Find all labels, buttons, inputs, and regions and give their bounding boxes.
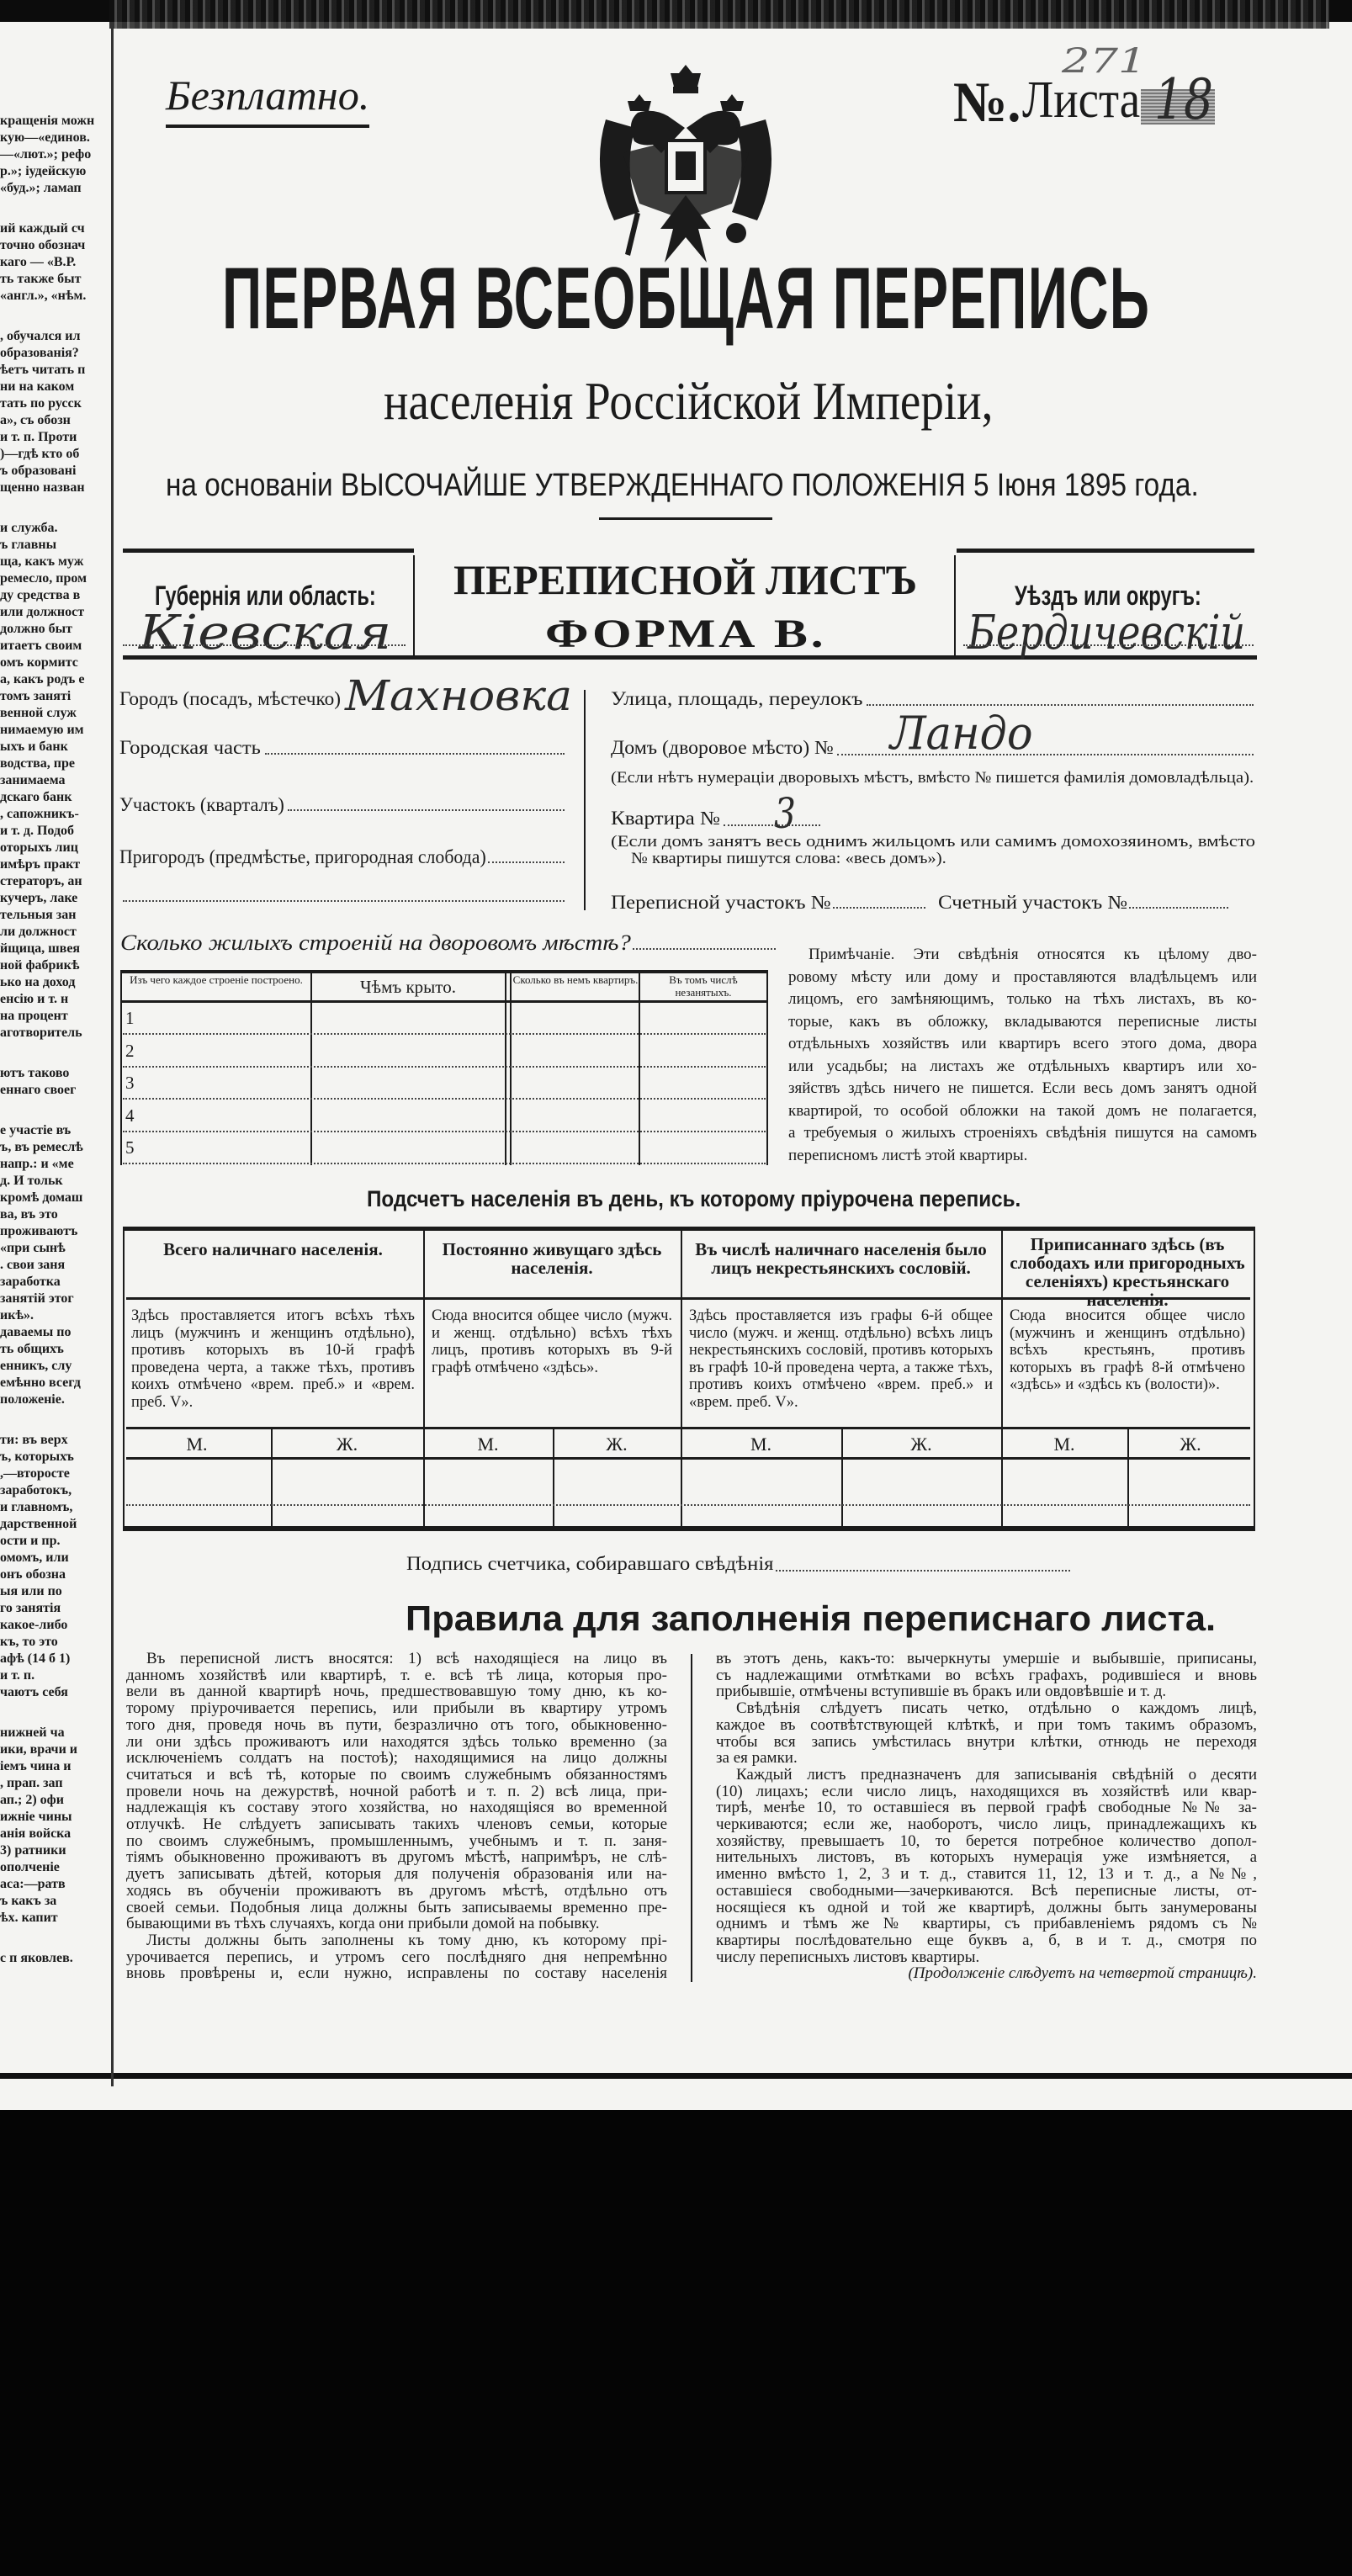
building-row-line [123, 1131, 766, 1132]
adjacent-page-line: дскаго банк [0, 790, 72, 804]
female-label: Ж. [606, 1434, 628, 1455]
apartment-note [631, 850, 946, 868]
page-title-text: ПЕРВАЯ ВСЕОБЩАЯ ПЕРЕПИСЬ [222, 250, 1151, 347]
adjacent-page-line: итаетъ своим [0, 639, 82, 653]
building-row-number: 2 [125, 1040, 135, 1061]
buildings-question-text: Сколько жилыхъ строеній на дворовомъ мѣстѣ? [120, 930, 631, 955]
apartment-note-text: № квартиры пишутся слова: «весь домъ»). [631, 850, 946, 867]
province-value-text: Кіевская [139, 606, 392, 660]
district-value-text: Бердичевскій [968, 606, 1246, 660]
apartment-note-text: (Если домъ занятъ весь однимъ жильцомъ или самимъ домохозяиномъ, вмѣсто [611, 833, 1256, 851]
rules-line: каждое въ соотвѣтствующей клѣткѣ, и при томъ такимъ образомъ, [716, 1716, 1257, 1734]
adjacent-page-line: нимаемую им [0, 723, 84, 737]
house-note-text: (Если нѣтъ нумераціи дворовыхъ мѣстъ, вмѣсто № пишется фамилія домовладѣльца). [611, 769, 1254, 787]
rules-line: Въ переписной листъ вносятся: 1) всѣ находящіеся на лицо въ [146, 1651, 667, 1667]
building-row-line [123, 1033, 766, 1035]
census-district-label [611, 892, 831, 914]
adjacent-page-line: ѣетъ читать п [0, 363, 86, 377]
note-line: отдѣльныхъ хозяйствъ или квартиръ всего этого дома, двора [788, 1035, 1257, 1052]
adjacent-page-strip [0, 113, 111, 2014]
male-label: М. [750, 1434, 772, 1455]
free-label [166, 71, 369, 119]
adjacent-page-line: )—гдѣ кто об [0, 447, 80, 461]
census-district-label-text: Переписной участокъ № [611, 892, 831, 913]
adjacent-page-line: ной фабрикѣ [0, 958, 80, 973]
adjacent-page-line: «при сынѣ [0, 1241, 66, 1255]
building-row-line [123, 1163, 766, 1164]
rules-line: съ надлежащими отмѣтками во всѣхъ графахъ, родившіеся и вновь [716, 1667, 1257, 1684]
adjacent-page-line: енсію и т. н [0, 992, 69, 1006]
blank-line [0, 305, 111, 328]
adjacent-page-line: ап.; 2) офи [0, 1793, 64, 1807]
adjacent-page-line: каго — «В.Р. [0, 255, 77, 269]
note-line: ровому мѣсту или дому и проставляются владѣльцемъ или [788, 967, 1257, 986]
count-district-field [1129, 907, 1228, 909]
adjacent-page-line: и служба. [0, 521, 58, 535]
count-heading-text: Подсчетъ населенія въ день, къ которому пріурочена перепись. [367, 1186, 1021, 1211]
adjacent-page-line: на процент [0, 1009, 68, 1023]
adjacent-page-line: йщица, швея [0, 941, 81, 956]
adjacent-page-line: ий каждый сч [0, 221, 85, 236]
adjacent-page-line: кую—«единов. [0, 130, 90, 145]
count-district-label [938, 892, 1127, 914]
house-label-text: Домъ (дворовое мѣсто) № [611, 737, 834, 758]
apartment-value-text: 3 [774, 789, 796, 838]
rule [954, 555, 956, 656]
adjacent-page-line: ть также быт [0, 272, 82, 286]
rules-line: дуетъ записывать дѣтей, которыя для полученія образованія или на- [126, 1866, 667, 1883]
rules-line: данномъ хозяйствѣ или квартирѣ, т. е. всѣ тѣ лица, которыя про- [126, 1667, 667, 1684]
rules-line: хозяйству, превышаетъ 10, то берется потребное количество допол- [716, 1832, 1257, 1850]
province-line [123, 644, 406, 646]
rules-line: нительныхъ листовъ, въ которыхъ нумерація уже измѣняется, а [716, 1849, 1257, 1867]
rules-line: своей семьи. Подобныя лица должны быть записываемы временно пре- [126, 1899, 667, 1916]
suburb-label [119, 846, 486, 868]
count-column-description: Сюда вносится общее число (мужчинъ и женщинъ отдѣльно) всѣхъ крестьянъ, противъ которыхъ въ графѣ 8-й отмѣчено «здѣсь» и «здѣсь къ (волости)». [1010, 1307, 1245, 1394]
adjacent-page-line: ики, врачи и [0, 1742, 78, 1757]
adjacent-page-line: кращенія можн [0, 114, 95, 128]
adjacent-page-line: тельныя зан [0, 908, 77, 922]
adjacent-page-line: , сапожникъ- [0, 807, 79, 821]
adjacent-page-line: тать по русск [0, 396, 82, 411]
rules-line: носящіеся къ одной и той же квартирѣ, должны быть занумерованы [716, 1899, 1257, 1916]
precinct-label [119, 794, 284, 816]
adjacent-page-line: ыя или по [0, 1584, 62, 1598]
house-value-text: Ландо [890, 707, 1033, 760]
adjacent-page-line: аготворитель [0, 1026, 82, 1040]
double-headed-eagle-icon [589, 61, 782, 271]
note-line: зяйствъ здѣсь ничего не пишется. Если весь домъ занятъ одной [788, 1079, 1257, 1097]
adjacent-page-line: должно быт [0, 622, 73, 636]
house-value [890, 707, 1033, 760]
rules-line: Каждый листъ предназначенъ для записыванія свѣдѣній о десяти [736, 1766, 1257, 1784]
adjacent-page-line: , обучался ил [0, 329, 81, 343]
count-column-header: Постоянно живущаго здѣсь населенія. [442, 1239, 662, 1278]
note-line: Примѣчаніе. Эти свѣдѣнія относятся къ цѣлому дво- [809, 946, 1257, 963]
rule [123, 549, 414, 553]
page-subtitle [384, 370, 993, 432]
note-line: квартирой, то особой обложки на такой домъ не полагается, [788, 1101, 1257, 1120]
city-part-label [119, 737, 261, 759]
adjacent-page-line: заработка [0, 1275, 61, 1289]
rules-line: за ея рамки. [716, 1750, 798, 1767]
adjacent-page-line: проживаютъ [0, 1224, 78, 1238]
archive-number-handwritten [1062, 42, 1146, 81]
rules-line: провели ночь на дежурствѣ, ночной работѣ и т. п. 2) всѣ лица, при- [126, 1783, 667, 1800]
rules-line: надлежащія къ составу этого хозяйства, но находящіяся во временной [126, 1799, 667, 1817]
count-column-header: Въ числѣ наличнаго населенія было лицъ некрестьянскихъ сословій. [695, 1239, 987, 1278]
page-subtitle-text: населенія Россійской Имперіи, [384, 371, 994, 431]
scan-border-bottom [0, 2110, 1352, 2576]
adjacent-page-line: и главномъ, [0, 1500, 73, 1514]
form-title [453, 555, 917, 604]
form-title-text: ПЕРЕПИСНОЙ ЛИСТЪ [453, 556, 918, 603]
adjacent-page-line: . свои заня [0, 1258, 66, 1272]
adjacent-page-line: «англ.», «нѣм. [0, 289, 87, 303]
rule [957, 549, 1254, 553]
population-count-table [123, 1227, 1255, 1533]
building-row-number: 5 [125, 1137, 135, 1158]
rules-line: оставшіеся свободными—зачеркиваются. Всѣ переписные листы, от- [716, 1882, 1257, 1900]
city-part-field [265, 753, 565, 755]
adjacent-page-line: занимаема [0, 773, 66, 787]
adjacent-page-line: и т. п. Проти [0, 430, 77, 444]
rules-line: тіямъ обыкновенно проживаютъ въ другомъ мѣстѣ, напримѣръ, не слѣ- [126, 1849, 667, 1867]
adjacent-page-line: томъ занятi [0, 689, 72, 703]
rules-line: вели въ данной квартирѣ ночь, предшествовавшую тому дню, къ ко- [126, 1683, 667, 1701]
adjacent-page-line: ько на доход [0, 975, 76, 989]
building-row-line [123, 1066, 766, 1068]
blank-line [0, 1927, 111, 1950]
adjacent-page-line: ремесло, пром [0, 571, 87, 586]
apartment-label-text: Квартира № [611, 808, 721, 829]
rules-line: по своимъ служебнымъ, промышленнымъ, учебнымъ и т. п. заня- [126, 1832, 667, 1850]
adjacent-page-line: ть общихъ [0, 1342, 64, 1356]
adjacent-page-line: ютъ таково [0, 1066, 70, 1080]
house-note [611, 769, 1254, 787]
house-field [837, 754, 1254, 755]
column-divider [691, 1654, 692, 1982]
apartment-note [611, 833, 1255, 851]
adjacent-page-line: даваемы по [0, 1325, 72, 1339]
buildings-header-apartments: Сколько въ немъ квартиръ. [512, 973, 639, 986]
adjacent-page-line: ти: въ верх [0, 1433, 68, 1447]
district-line [963, 644, 1254, 646]
adjacent-page-line: еннаго своег [0, 1083, 77, 1097]
count-heading [367, 1186, 1021, 1212]
rules-line: тирѣ, менѣе 10, то оставшіеся въ первой графѣ свободные №№ за- [716, 1799, 1257, 1817]
adjacent-page-line: дарственной [0, 1517, 77, 1531]
buildings-answer-field [633, 948, 776, 950]
rules-line: въ этотъ день, какъ-то: вычеркнуты умершіе и выбывшіе, приписаны, [716, 1651, 1257, 1667]
town-label [119, 688, 341, 710]
house-label [611, 737, 834, 759]
adjacent-page-line: ,—второсте [0, 1466, 70, 1481]
adjacent-page-line: ъ, которыхъ [0, 1450, 74, 1464]
adjacent-page-line: и т. п. [0, 1668, 35, 1683]
adjacent-page-line: чаютъ себя [0, 1685, 68, 1699]
adjacent-page-line: и т. д. Подоб [0, 824, 75, 838]
suburb-field-extra [123, 900, 565, 902]
adjacent-page-line: ли должност [0, 925, 77, 939]
adjacent-page-line: ижніе чины [0, 1810, 72, 1824]
adjacent-page-line: іемъ чина и [0, 1759, 72, 1773]
adjacent-page-line: какое-либо [0, 1618, 68, 1632]
male-label: М. [1053, 1434, 1075, 1455]
count-column-header: Всего наличнаго населенія. [163, 1239, 383, 1259]
adjacent-page-line: ѣх. капит [0, 1911, 58, 1925]
divider [599, 517, 772, 520]
count-district-label-text: Счетный участокъ № [938, 892, 1128, 913]
rules-line: считаться и всѣ тѣ, которые по своимъ служебнымъ обязанностямъ [126, 1766, 667, 1784]
form-name [545, 611, 827, 657]
adjacent-page-line: стераторъ, ан [0, 874, 82, 888]
free-label-text: Безплатно. [166, 72, 370, 119]
adjacent-page-line: имѣръ практ [0, 857, 81, 872]
adjacent-page-line: омъ кормитс [0, 655, 78, 670]
adjacent-page-line: оторыхъ лиц [0, 840, 78, 855]
buildings-header-material: Изъ чего каждое строеніе построено. [130, 973, 303, 986]
page-title [222, 249, 1150, 349]
adjacent-page-line: къ, то это [0, 1635, 58, 1649]
apartment-value [774, 789, 796, 838]
adjacent-page-line: анія войска [0, 1826, 72, 1841]
rules-heading-text: Правила для заполненія переписнаго листа. [406, 1598, 1217, 1638]
rules-line: бывающими въ тѣхъ случаяхъ, когда они прибыли домой на побывку. [126, 1916, 600, 1932]
census-district-field [833, 907, 925, 909]
adjacent-page-line: го занятія [0, 1601, 61, 1615]
street-label [611, 688, 863, 710]
female-label: Ж. [910, 1434, 932, 1455]
district-value [968, 606, 1245, 660]
rules-heading [406, 1598, 1216, 1639]
buildings-question [120, 930, 631, 956]
adjacent-page-line: ду средства в [0, 588, 81, 602]
rules-line: прибывшіе, отмѣчены вступившіе въ бракъ или овдовѣвшіе и т. д. [716, 1683, 1167, 1701]
blank-line [0, 1042, 111, 1065]
adjacent-page-line: с п яковлев. [0, 1951, 73, 1965]
street-label-text: Улица, площадь, переулокъ [611, 688, 863, 709]
adjacent-page-line: а», съ обозн [0, 413, 71, 427]
adjacent-page-line: точно обознач [0, 238, 86, 252]
rules-line: числу переписныхъ листовъ квартиры. [716, 1948, 980, 1966]
buildings-header-roof: Чѣмъ крыто. [360, 977, 456, 997]
town-label-text: Городъ (посадъ, мѣстечко) [119, 688, 341, 709]
adjacent-page-line: кучеръ, лаке [0, 891, 78, 905]
adjacent-page-line: онъ обозна [0, 1567, 66, 1582]
rules-line: чтобы вся запись умѣстилась внутри клѣтки, отнюдь не переходя [716, 1733, 1257, 1751]
adjacent-page-line: «буд.»; ламап [0, 181, 82, 195]
adjacent-page-line: афѣ (14 б 1) [0, 1651, 71, 1666]
rules-line: ходясь въ обученіи проживаютъ въ другомъ мѣстѣ, отдѣльно отъ [126, 1882, 667, 1900]
adjacent-page-line: а, какъ родъ е [0, 672, 85, 686]
adjacent-page-line: икѣ». [0, 1308, 34, 1322]
legal-basis [166, 468, 1199, 504]
rules-line: ли они здѣсь проживаютъ или находятся здѣсь только временно (за [126, 1733, 667, 1751]
note-line: лицомъ, его замѣняющимъ, только на тѣхъ листахъ, въ ко- [788, 990, 1257, 1008]
blank-line [0, 1701, 111, 1725]
building-row-number: 3 [125, 1073, 135, 1094]
page-edge [111, 25, 114, 2086]
adjacent-page-line: нижней ча [0, 1725, 65, 1740]
blank-line [0, 496, 111, 520]
adjacent-page-line: р.»; іудейскую [0, 164, 87, 178]
adjacent-page-line: или должност [0, 605, 85, 619]
adjacent-page-line: водства, пре [0, 756, 75, 771]
rules-line: черкиваются; если же, наоборотъ, число лицъ, принадлежащихъ къ [716, 1816, 1257, 1833]
legal-basis-text: на основаніи ВЫСОЧАЙШЕ УТВЕРЖДЕННАГО ПОЛОЖЕНІЯ 5 Іюня 1895 года. [166, 468, 1199, 503]
adjacent-page-line: ости и пр. [0, 1534, 61, 1548]
precinct-label-text: Участокъ (кварталъ) [119, 794, 284, 815]
adjacent-page-line: омомъ, или [0, 1550, 69, 1565]
blank-line [0, 1408, 111, 1432]
scan-edge-line [0, 2073, 1352, 2079]
building-row-number: 1 [125, 1008, 135, 1028]
building-row-line [123, 1098, 766, 1100]
note-line: а требуемыя о жилыхъ строеніяхъ свѣдѣнія пишутся на самомъ [788, 1124, 1257, 1142]
note-line: торые, какъ въ обложку, вкладываются переписные листы [788, 1012, 1257, 1031]
adjacent-page-line: ща, какъ муж [0, 554, 84, 569]
rules-left-column [126, 1651, 667, 1982]
blank-line [0, 1099, 111, 1122]
female-label: Ж. [336, 1434, 358, 1455]
adjacent-page-line: ъ какъ за [0, 1894, 57, 1908]
enumerator-signature-field [776, 1570, 1070, 1572]
adjacent-page-line: ва, въ это [0, 1207, 58, 1222]
adjacent-page-line: напр.: и «ме [0, 1157, 74, 1171]
sheet-number-handwritten-text: 18 [1154, 67, 1213, 132]
buildings-note [788, 944, 1257, 1167]
sheet-number-handwritten [1154, 67, 1213, 132]
street-field [867, 704, 1254, 706]
apartment-label [611, 808, 720, 830]
sheet-number-sign-text: №. [953, 70, 1021, 134]
adjacent-page-line: д. И тольк [0, 1174, 63, 1188]
rules-line: Листы должны быть заполнены къ тому дню, къ которому прі- [146, 1932, 667, 1949]
adjacent-page-line: ополченіе [0, 1860, 60, 1874]
adjacent-page-line: 3) ратники [0, 1843, 66, 1858]
adjacent-page-line: ъ, въ ремеслѣ [0, 1140, 83, 1154]
adjacent-page-line: ъ образовані [0, 464, 77, 478]
rule [584, 690, 586, 910]
adjacent-page-line: ъ главны [0, 538, 57, 552]
town-value [345, 671, 572, 720]
province-label-text: Губернія или область: [155, 580, 376, 611]
enumerator-signature-label [406, 1553, 774, 1575]
adjacent-page-line: , прап. зап [0, 1776, 63, 1790]
apartment-field [724, 824, 820, 826]
rules-line: квартиры послѣдовательно еще буквъ а, б, в и т. д., смотря по [716, 1932, 1257, 1949]
adjacent-page-line: положеніе. [0, 1392, 65, 1407]
town-value-text: Махновка [345, 671, 573, 720]
enumerator-signature-label-text: Подпись счетчика, собиравшаго свѣдѣнія [406, 1553, 774, 1574]
rules-line: (10) лицахъ; если число лицъ, находящихся въ хозяйствѣ или квар- [716, 1783, 1257, 1800]
rules-line: именно вмѣсто 1, 2, 3 и т. д., ставится 11, 12, 13 и т. д., а №№, [716, 1866, 1257, 1883]
suburb-label-text: Пригородъ (предмѣстье, пригородная слобода) [119, 846, 486, 867]
adjacent-page-line: ыхъ и банк [0, 739, 68, 754]
archive-number-handwritten-text: 271 [1062, 42, 1147, 81]
sheet-label-text: Листа [1022, 72, 1141, 129]
free-label-underline [166, 125, 369, 128]
rules-line: однимъ и тѣмъ же № квартиры, съ прибавленіемъ рядомъ съ № [716, 1916, 1257, 1932]
district-label-text: Уѣздъ или округъ: [1015, 580, 1201, 611]
count-column-description: Здѣсь проставляется изъ графы 6-й общее число (мужч. и женщ. отдѣльно) всѣхъ лицъ некрестьянскихъ сословій, противъ которыхъ въ графѣ 10-й проведена черта, а также тѣхъ, противъ коихъ отмѣчено «врем. преб.» и «врем. преб. V». [689, 1307, 993, 1411]
rules-line: торому пріурочивается перепись, или прибыли въ квартиру утромъ [126, 1700, 667, 1717]
suburb-field [488, 861, 565, 863]
adjacent-page-line: —«лют.»; рефо [0, 147, 92, 162]
province-value [139, 606, 391, 660]
rules-line: исключеніемъ солдатъ на постоѣ); находящимися на лицо должны [126, 1750, 667, 1767]
rules-line: (Продолженіе слѣдуетъ на четвертой страницѣ). [908, 1965, 1257, 1983]
adjacent-page-line: е участіе въ [0, 1123, 72, 1137]
adjacent-page-line: ни на каком [0, 379, 75, 394]
building-row-number: 4 [125, 1105, 135, 1126]
female-label: Ж. [1180, 1434, 1201, 1455]
adjacent-page-line: венной служ [0, 706, 77, 720]
male-label: М. [186, 1434, 208, 1455]
adjacent-page-line: кромѣ домаш [0, 1190, 83, 1205]
rules-right-column [716, 1651, 1257, 1982]
adjacent-page-line: заработокъ, [0, 1483, 72, 1497]
form-name-text: ФОРМА В. [545, 612, 827, 656]
count-column-header: Приписаннаго здѣсь (въ слободахъ или пригородныхъ селеніяхъ) крестьянскаго населенія. [1010, 1234, 1245, 1310]
adjacent-page-line: енникъ, слу [0, 1359, 72, 1373]
adjacent-page-line: занятій этог [0, 1291, 74, 1306]
adjacent-page-line: аса:—ратв [0, 1877, 66, 1891]
city-part-label-text: Городская часть [119, 737, 261, 758]
rules-line: отлучкѣ. Не слѣдуетъ записывать такихъ членовъ семьи, которые [126, 1816, 667, 1833]
rules-line: вновь провѣрены и, если нужно, исправлены по составу населенія [126, 1965, 667, 1983]
buildings-header-vacant: Въ томъ числѣ незанятыхъ. [669, 973, 738, 999]
scan-noise-top [109, 0, 1329, 29]
adjacent-page-line: образованія? [0, 346, 79, 360]
precinct-field [288, 809, 565, 811]
buildings-table [120, 970, 768, 1165]
rules-line: Свѣдѣнія слѣдуетъ писать четко, отдѣльно о каждомъ лицѣ, [736, 1700, 1257, 1717]
blank-line [0, 197, 111, 220]
count-column-description: Сюда вносится общее число (мужч. и женщ. отдѣльно) всѣхъ тѣхъ лицъ, противъ которыхъ въ 9-й графѣ отмѣчено «здѣсь». [432, 1307, 672, 1376]
male-label: М. [477, 1434, 499, 1455]
rules-line: урочивается перепись, и утромъ сего послѣдняго дня непремѣнно [126, 1948, 667, 1966]
note-line: или усадьбы; на листахъ же отдѣльныхъ квартиръ или хо- [788, 1057, 1257, 1075]
adjacent-page-line: емѣнно всегд [0, 1375, 81, 1390]
sheet-number-sign [953, 69, 1021, 135]
rules-line: того дня, проведя ночь въ пути, безразлично отъ того, обыкновенно- [126, 1716, 667, 1734]
count-column-description: Здѣсь проставляется итогъ всѣхъ тѣхъ лицъ (мужчинъ и женщинъ отдѣльно), противъ которыхъ въ 10-й графѣ проведена черта, а также тѣхъ, противъ коихъ отмѣчено «врем. преб.» и «врем. преб. V». [131, 1307, 415, 1411]
note-line: переписномъ листѣ этой квартиры. [788, 1146, 1028, 1164]
adjacent-page-line: щенно назван [0, 480, 85, 495]
rule [413, 555, 415, 656]
